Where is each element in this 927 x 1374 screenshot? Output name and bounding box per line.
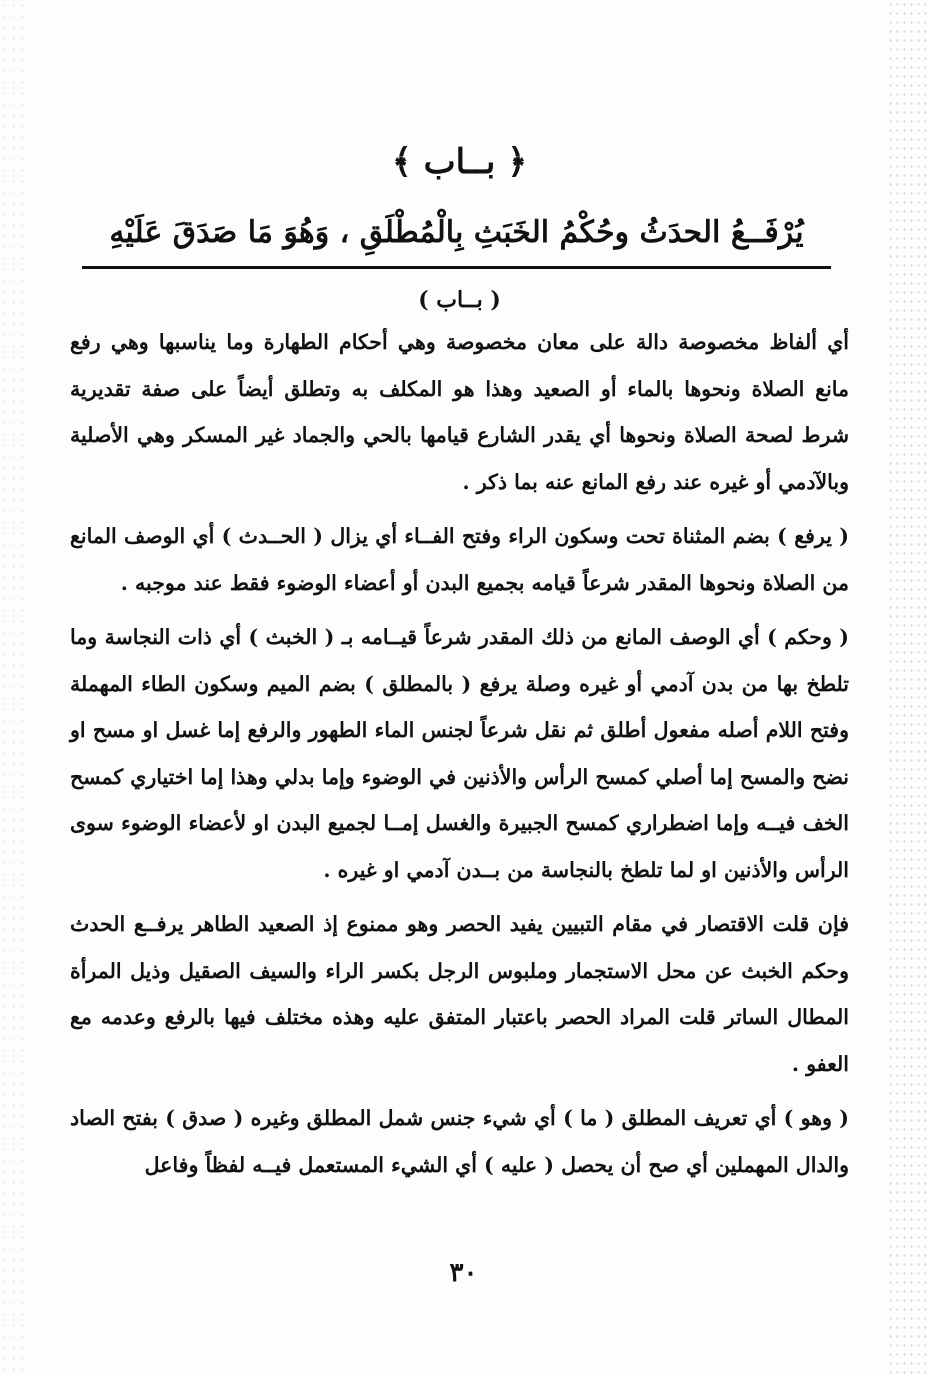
- chapter-title: ﴿ بــاب ﴾: [391, 142, 528, 182]
- paragraph-1: أي ألفاظ مخصوصة دالة على معان مخصوصة وهي أحكام الطهارة وما يناسبها وهي رفع مانع الصلاة ونحوها بالماء أو الصعيد وهذا هو المكلف به وتطلق أيضاً على صفة تقديرية شرط لصحة الصلاة ونحوها أي يقدر الشارع قيامها بالحي والجماد غير المسكر وهي الأصلية وبالآدمي أو غيره عند رفع المانع عنه بما ذكر .: [70, 330, 849, 494]
- paragraph-3: ( وحكم ) أي الوصف المانع من ذلك المقدر شرعاً قيــامه بـ ( الخبث ) أي ذات النجاسة وما تلطخ بها من بدن آدمي أو غيره وصلة يرفع ( بالمطلق ) بضم الميم وسكون الطاء المهملة وفتح اللام أصله مفعول أطلق ثم نقل شرعاً لجنس الماء الطهور والرفع إما غسل او مسح او نضح والمسح إما أصلي كمسح الرأس والأذنين في الوضوء وإما بدلي وهذا إما اختياري كمسح الخف فيــه وإما اضطراري كمسح الجبيرة والغسل إمــا لجميع البدن او لأعضاء الوضوء سوى الرأس والأذنين او لما تلطخ بالنجاسة من بــدن آدمي او غيره .: [70, 625, 849, 882]
- scan-noise-left: [0, 0, 30, 1374]
- page-number: ٣٠: [449, 1258, 478, 1288]
- main-heading: يُرْفَــعُ الحدَثُ وحُكْمُ الخَبَثِ بِالْمُطْلَقِ ، وَهُوَ مَا صَدَقَ عَلَيْهِ: [82, 212, 831, 269]
- paragraph-5: ( وهو ) أي تعريف المطلق ( ما ) أي شيء جنس شمل المطلق وغيره ( صدق ) بفتح الصاد والدال المهملين أي صح أن يحصل ( عليه ) أي الشيء المستعمل فيــه لفظاً وفاعل: [70, 1106, 849, 1177]
- paragraph-4: فإن قلت الاقتصار في مقام التبيين يفيد الحصر وهو ممنوع إذ الصعيد الطاهر يرفــع الحدث وحكم الخبث عن محل الاستجمار وملبوس الرجل بكسر الراء والسيف الصقيل وذيل المرأة المطال الساتر قلت المراد الحصر باعتبار المتفق عليه وهذه مختلف فيها بالرفع وعدمه مع العفو .: [70, 912, 849, 1076]
- section-subtitle: ( بــاب ): [418, 287, 501, 314]
- paragraph-2: ( يرفع ) بضم المثناة تحت وسكون الراء وفتح الفــاء أي يزال ( الحــدث ) أي الوصف المانع من الصلاة ونحوها المقدر شرعاً قيامه بجميع البدن أو أعضاء الوضوء فقط عند موجبه .: [70, 524, 849, 595]
- scan-noise-right: [887, 0, 927, 1374]
- page-content: [70, 140, 849, 1188]
